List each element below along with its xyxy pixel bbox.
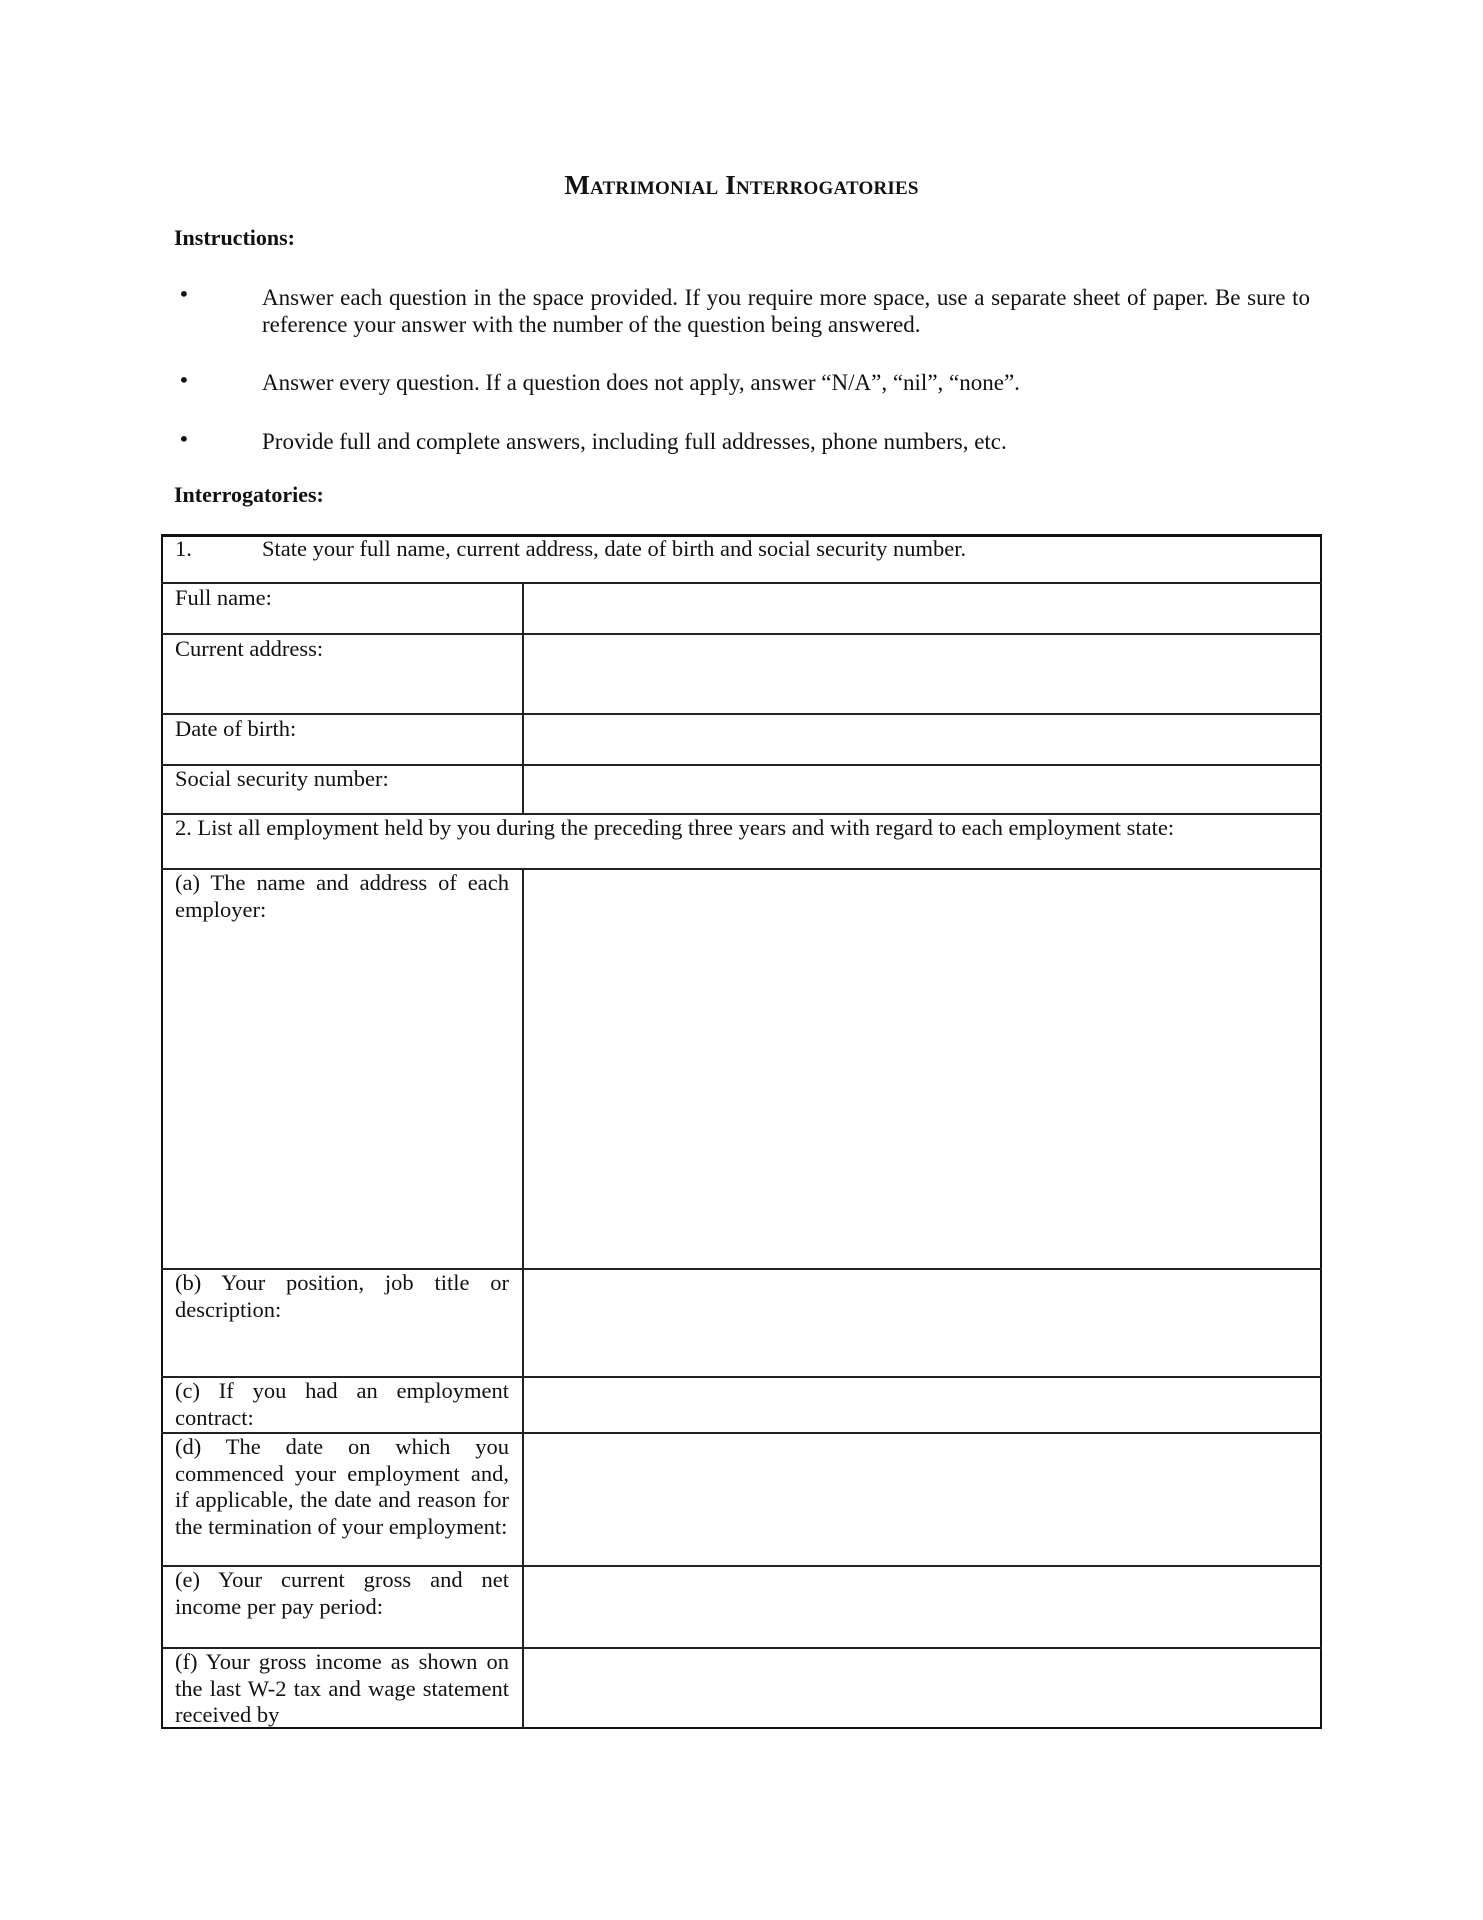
- full-name-answer-cell[interactable]: [524, 585, 1320, 633]
- current-address-answer-cell[interactable]: [524, 636, 1320, 713]
- position-answer-cell[interactable]: [524, 1270, 1320, 1376]
- ssn-answer-cell[interactable]: [524, 766, 1320, 813]
- row-divider: [161, 582, 1322, 584]
- field-label: (f) Your gross income as shown on the last W-2 tax and wage statement received by: [175, 1649, 509, 1728]
- question-2-text: 2. List all employment held by you during the preceding three years and with regard to each employment state:: [175, 815, 1175, 840]
- interrogatories-heading: Interrogatories:: [174, 482, 324, 507]
- document-title: Matrimonial Interrogatories: [564, 170, 919, 200]
- row-divider: [161, 713, 1322, 715]
- field-label: Current address:: [175, 636, 324, 661]
- date-of-birth-answer-cell[interactable]: [524, 716, 1320, 764]
- bullet-icon: •: [178, 282, 190, 306]
- field-label: Date of birth:: [175, 716, 297, 741]
- field-label: (b) Your position, job title or description:: [175, 1270, 509, 1322]
- instruction-text: Answer every question. If a question does not apply, answer “N/A”, “nil”, “none”.: [262, 370, 1020, 395]
- w2-income-answer-cell[interactable]: [524, 1649, 1320, 1727]
- instruction-text: Answer each question in the space provided. If you require more space, use a separate sheet of paper. Be sure to reference your answer with the number of the question being answered.: [262, 285, 1310, 337]
- field-label: (e) Your current gross and net income per pay period:: [175, 1567, 509, 1619]
- field-label: (c) If you had an employment contract:: [175, 1378, 509, 1430]
- instruction-text: Provide full and complete answers, including full addresses, phone numbers, etc.: [262, 429, 1007, 454]
- employer-answer-cell[interactable]: [524, 870, 1320, 1268]
- question-text: State your full name, current address, date of birth and social security number.: [262, 536, 967, 561]
- bullet-icon: •: [178, 427, 190, 451]
- bullet-icon: •: [178, 368, 190, 392]
- income-answer-cell[interactable]: [524, 1567, 1320, 1647]
- question-number: 1.: [175, 536, 192, 561]
- employment-dates-answer-cell[interactable]: [524, 1434, 1320, 1565]
- field-label: (d) The date on which you commenced your employment and, if applicable, the date and reason for the termination of your employment:: [175, 1434, 509, 1540]
- field-label: (a) The name and address of each employer:: [175, 870, 509, 922]
- field-label: Social security number:: [175, 766, 389, 791]
- row-divider: [161, 633, 1322, 635]
- instructions-heading: Instructions:: [174, 225, 296, 250]
- field-label: Full name:: [175, 585, 272, 610]
- contract-answer-cell[interactable]: [524, 1378, 1320, 1432]
